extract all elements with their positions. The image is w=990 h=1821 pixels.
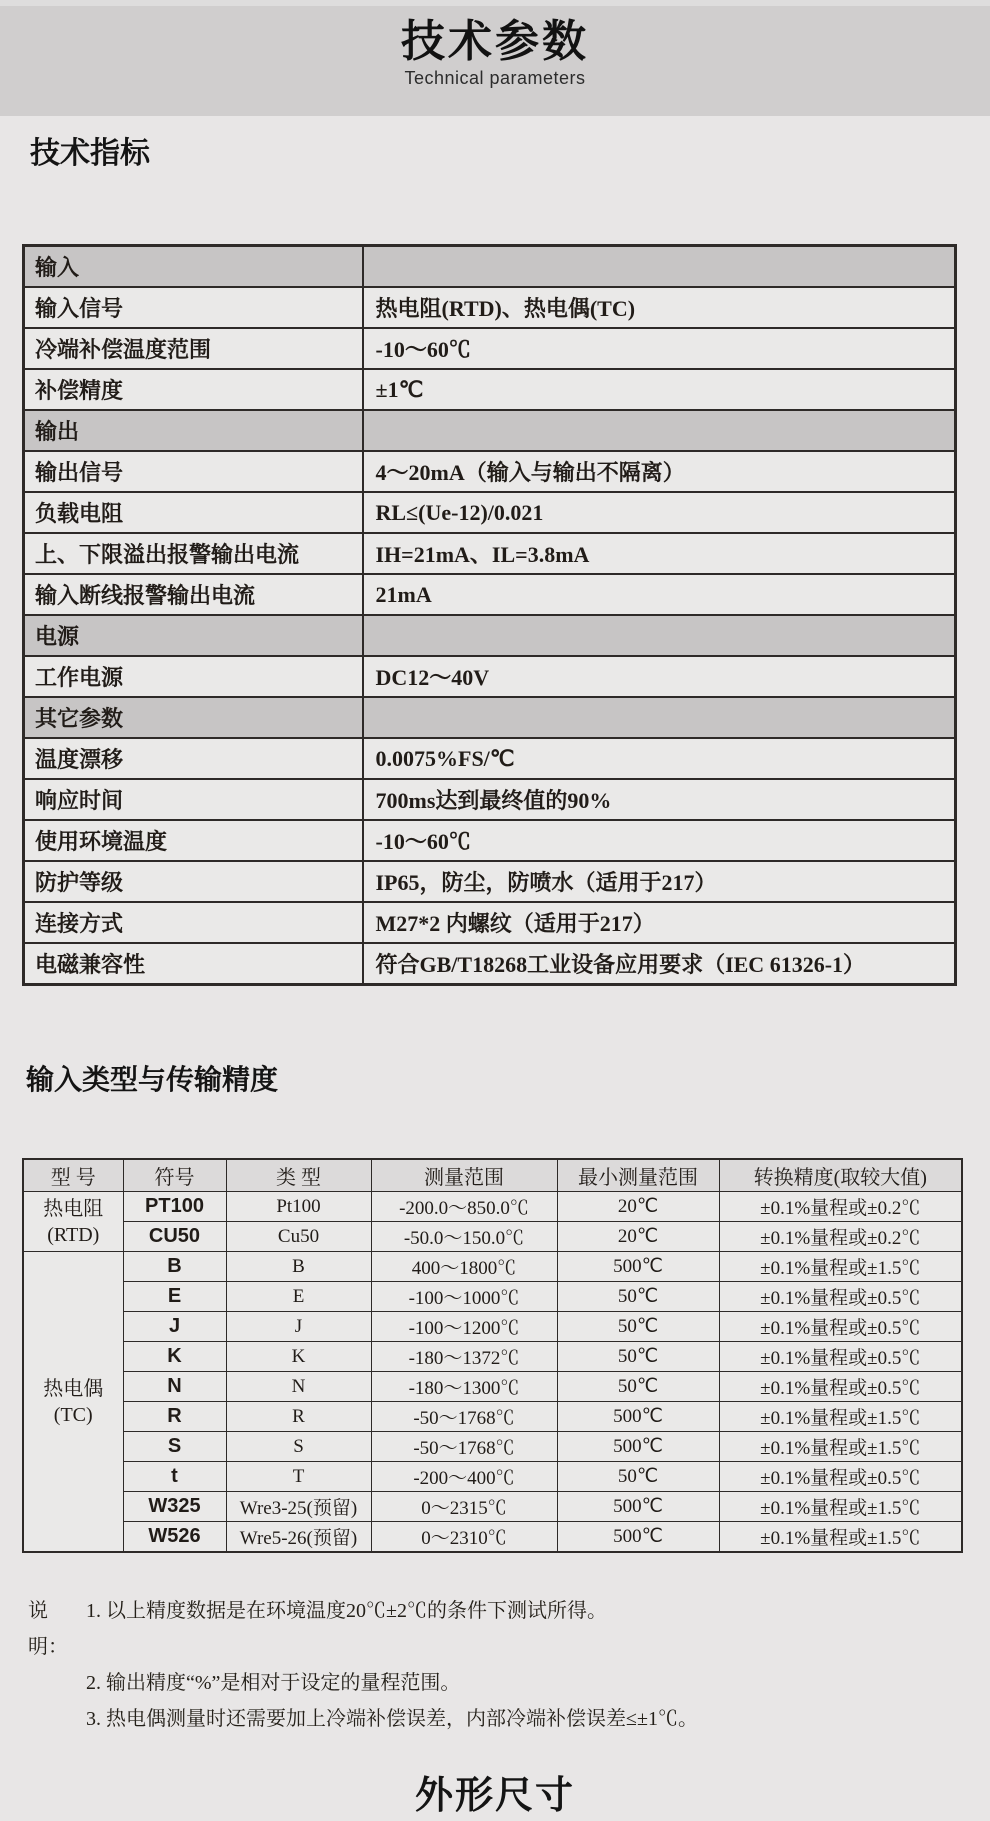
table-row bbox=[24, 615, 956, 656]
note-text: 3. 热电偶测量时还需要加上冷端补偿误差，内部冷端补偿误差≤±1℃。 bbox=[86, 1708, 698, 1730]
min-range-cell: 50℃ bbox=[557, 1462, 719, 1492]
table-row bbox=[24, 820, 956, 861]
type-cell: Pt100 bbox=[226, 1192, 371, 1222]
table-row bbox=[23, 1522, 962, 1553]
accuracy-cell: ±0.1%量程或±0.2℃ bbox=[719, 1192, 962, 1222]
spec-section-heading: 技术指标 bbox=[30, 137, 150, 170]
spec-label: 温度漂移 bbox=[24, 738, 363, 779]
type-cell: N bbox=[226, 1372, 371, 1402]
input-type-accuracy-table bbox=[22, 1158, 963, 1553]
range-cell: 400～1800℃ bbox=[371, 1252, 557, 1282]
table-row bbox=[24, 492, 956, 533]
table-row bbox=[24, 287, 956, 328]
spec-value: 4～20mA（输入与输出不隔离） bbox=[363, 451, 956, 492]
table-row bbox=[24, 369, 956, 410]
accuracy-cell: ±0.1%量程或±0.2℃ bbox=[719, 1222, 962, 1252]
spec-value: 热电阻(RTD)、热电偶(TC) bbox=[363, 287, 956, 328]
table-row bbox=[23, 1492, 962, 1522]
min-range-cell: 50℃ bbox=[557, 1282, 719, 1312]
type-cell: T bbox=[226, 1462, 371, 1492]
section-row-value bbox=[363, 410, 956, 451]
spec-value: -10～60℃ bbox=[363, 820, 956, 861]
group-name-line: 热电阻 bbox=[43, 1197, 104, 1220]
min-range-cell: 500℃ bbox=[557, 1522, 719, 1553]
symbol-cell: B bbox=[123, 1252, 226, 1282]
spec-label: 负载电阻 bbox=[24, 492, 363, 533]
type-cell: Cu50 bbox=[226, 1222, 371, 1252]
type-cell: B bbox=[226, 1252, 371, 1282]
table-row bbox=[24, 533, 956, 574]
symbol-cell: S bbox=[123, 1432, 226, 1462]
dimensions-section-heading: 外形尺寸 bbox=[414, 1775, 575, 1817]
symbol-cell: R bbox=[123, 1402, 226, 1432]
section-row-label: 输入 bbox=[24, 246, 363, 288]
accuracy-cell: ±0.1%量程或±0.5℃ bbox=[719, 1372, 962, 1402]
type-cell: K bbox=[226, 1342, 371, 1372]
note-line bbox=[28, 1593, 990, 1665]
table-row bbox=[23, 1372, 962, 1402]
range-cell: -200.0～850.0℃ bbox=[371, 1192, 557, 1222]
spec-label: 输出信号 bbox=[24, 451, 363, 492]
table-row bbox=[24, 410, 956, 451]
symbol-cell: E bbox=[123, 1282, 226, 1312]
symbol-cell: J bbox=[123, 1312, 226, 1342]
min-range-cell: 500℃ bbox=[557, 1402, 719, 1432]
range-cell: -100～1200℃ bbox=[371, 1312, 557, 1342]
table-row bbox=[24, 861, 956, 902]
page-header-band bbox=[0, 6, 990, 116]
symbol-cell: t bbox=[123, 1462, 226, 1492]
note-text: 2. 输出精度“%”是相对于设定的量程范围。 bbox=[86, 1672, 461, 1694]
group-name-line: 热电偶 bbox=[43, 1377, 104, 1400]
spec-value: 符合GB/T18268工业设备应用要求（IEC 61326-1） bbox=[363, 943, 956, 985]
range-cell: -50.0～150.0℃ bbox=[371, 1222, 557, 1252]
min-range-cell: 500℃ bbox=[557, 1432, 719, 1462]
range-cell: -100～1000℃ bbox=[371, 1282, 557, 1312]
table-row bbox=[24, 328, 956, 369]
page-title: 技术参数 bbox=[401, 17, 589, 66]
range-cell: -50～1768℃ bbox=[371, 1432, 557, 1462]
note-line bbox=[28, 1701, 990, 1737]
table-row bbox=[23, 1252, 962, 1282]
table-row bbox=[24, 779, 956, 820]
type-cell: E bbox=[226, 1282, 371, 1312]
range-cell: -50～1768℃ bbox=[371, 1402, 557, 1432]
note-text: 1. 以上精度数据是在环境温度20℃±2℃的条件下测试所得。 bbox=[86, 1600, 607, 1622]
accuracy-cell: ±0.1%量程或±0.5℃ bbox=[719, 1342, 962, 1372]
min-range-cell: 20℃ bbox=[557, 1192, 719, 1222]
table-row bbox=[24, 943, 956, 985]
section-row-label: 输出 bbox=[24, 410, 363, 451]
spec-label: 连接方式 bbox=[24, 902, 363, 943]
symbol-cell: N bbox=[123, 1372, 226, 1402]
table-row bbox=[23, 1192, 962, 1222]
range-cell: -180～1372℃ bbox=[371, 1342, 557, 1372]
group-cell-rtd bbox=[23, 1192, 123, 1252]
col-header-model: 型 号 bbox=[23, 1159, 123, 1192]
table-header-row bbox=[23, 1159, 962, 1192]
notes-indent bbox=[28, 1701, 86, 1737]
spec-value: RL≤(Ue-12)/0.021 bbox=[363, 492, 956, 533]
table-row bbox=[24, 656, 956, 697]
group-name-line: (RTD) bbox=[47, 1223, 100, 1246]
spec-label: 输入断线报警输出电流 bbox=[24, 574, 363, 615]
min-range-cell: 50℃ bbox=[557, 1342, 719, 1372]
spec-label: 响应时间 bbox=[24, 779, 363, 820]
spec-value: 700ms达到最终值的90% bbox=[363, 779, 956, 820]
type-cell: R bbox=[226, 1402, 371, 1432]
col-header-type: 类 型 bbox=[226, 1159, 371, 1192]
spec-value: M27*2 内螺纹（适用于217） bbox=[363, 902, 956, 943]
spec-value: -10～60℃ bbox=[363, 328, 956, 369]
table-row bbox=[24, 738, 956, 779]
accuracy-cell: ±0.1%量程或±1.5℃ bbox=[719, 1522, 962, 1553]
page-subtitle: Technical parameters bbox=[404, 68, 586, 88]
section-row-value bbox=[363, 615, 956, 656]
type-cell: J bbox=[226, 1312, 371, 1342]
accuracy-cell: ±0.1%量程或±1.5℃ bbox=[719, 1492, 962, 1522]
col-header-accuracy: 转换精度(取较大值) bbox=[719, 1159, 962, 1192]
spec-label: 电磁兼容性 bbox=[24, 943, 363, 985]
section-row-label: 电源 bbox=[24, 615, 363, 656]
symbol-cell: W325 bbox=[123, 1492, 226, 1522]
table-row bbox=[24, 902, 956, 943]
min-range-cell: 50℃ bbox=[557, 1372, 719, 1402]
col-header-symbol: 符号 bbox=[123, 1159, 226, 1192]
table-row bbox=[23, 1342, 962, 1372]
col-header-min-range: 最小测量范围 bbox=[557, 1159, 719, 1192]
group-name-line: (TC) bbox=[53, 1403, 93, 1426]
type-cell: Wre5-26(预留) bbox=[226, 1522, 371, 1553]
col-header-range: 测量范围 bbox=[371, 1159, 557, 1192]
accuracy-cell: ±0.1%量程或±0.5℃ bbox=[719, 1462, 962, 1492]
spec-table bbox=[22, 244, 957, 986]
range-cell: -200～400℃ bbox=[371, 1462, 557, 1492]
table-row bbox=[24, 697, 956, 738]
type-cell: S bbox=[226, 1432, 371, 1462]
io-section-heading: 输入类型与传输精度 bbox=[26, 1064, 279, 1095]
type-cell: Wre3-25(预留) bbox=[226, 1492, 371, 1522]
notes-indent bbox=[28, 1665, 86, 1701]
section-row-value bbox=[363, 697, 956, 738]
spec-label: 使用环境温度 bbox=[24, 820, 363, 861]
range-cell: -180～1300℃ bbox=[371, 1372, 557, 1402]
table-row bbox=[23, 1282, 962, 1312]
min-range-cell: 50℃ bbox=[557, 1312, 719, 1342]
spec-value: 21mA bbox=[363, 574, 956, 615]
table-row bbox=[24, 246, 956, 288]
spec-value: ±1℃ bbox=[363, 369, 956, 410]
notes-prefix: 说明： bbox=[28, 1600, 68, 1658]
group-cell-tc bbox=[23, 1252, 123, 1553]
accuracy-cell: ±0.1%量程或±0.5℃ bbox=[719, 1312, 962, 1342]
spec-label: 上、下限溢出报警输出电流 bbox=[24, 533, 363, 574]
accuracy-cell: ±0.1%量程或±1.5℃ bbox=[719, 1402, 962, 1432]
table-row bbox=[23, 1312, 962, 1342]
symbol-cell: PT100 bbox=[123, 1192, 226, 1222]
accuracy-cell: ±0.1%量程或±1.5℃ bbox=[719, 1432, 962, 1462]
spec-value: 0.0075%FS/℃ bbox=[363, 738, 956, 779]
table-row bbox=[23, 1402, 962, 1432]
note-line bbox=[28, 1665, 990, 1701]
spec-label: 防护等级 bbox=[24, 861, 363, 902]
min-range-cell: 500℃ bbox=[557, 1252, 719, 1282]
spec-label: 输入信号 bbox=[24, 287, 363, 328]
spec-label: 工作电源 bbox=[24, 656, 363, 697]
range-cell: 0～2315℃ bbox=[371, 1492, 557, 1522]
section-row-value bbox=[363, 246, 956, 288]
min-range-cell: 20℃ bbox=[557, 1222, 719, 1252]
table-row bbox=[23, 1222, 962, 1252]
symbol-cell: K bbox=[123, 1342, 226, 1372]
symbol-cell: CU50 bbox=[123, 1222, 226, 1252]
notes-block bbox=[28, 1593, 990, 1737]
table-row bbox=[23, 1432, 962, 1462]
symbol-cell: W526 bbox=[123, 1522, 226, 1553]
accuracy-cell: ±0.1%量程或±1.5℃ bbox=[719, 1252, 962, 1282]
spec-value: DC12～40V bbox=[363, 656, 956, 697]
spec-value: IH=21mA、IL=3.8mA bbox=[363, 533, 956, 574]
spec-label: 冷端补偿温度范围 bbox=[24, 328, 363, 369]
spec-label: 补偿精度 bbox=[24, 369, 363, 410]
range-cell: 0～2310℃ bbox=[371, 1522, 557, 1553]
table-row bbox=[23, 1462, 962, 1492]
accuracy-cell: ±0.1%量程或±0.5℃ bbox=[719, 1282, 962, 1312]
table-row bbox=[24, 574, 956, 615]
spec-value: IP65，防尘，防喷水（适用于217） bbox=[363, 861, 956, 902]
min-range-cell: 500℃ bbox=[557, 1492, 719, 1522]
section-row-label: 其它参数 bbox=[24, 697, 363, 738]
table-row bbox=[24, 451, 956, 492]
